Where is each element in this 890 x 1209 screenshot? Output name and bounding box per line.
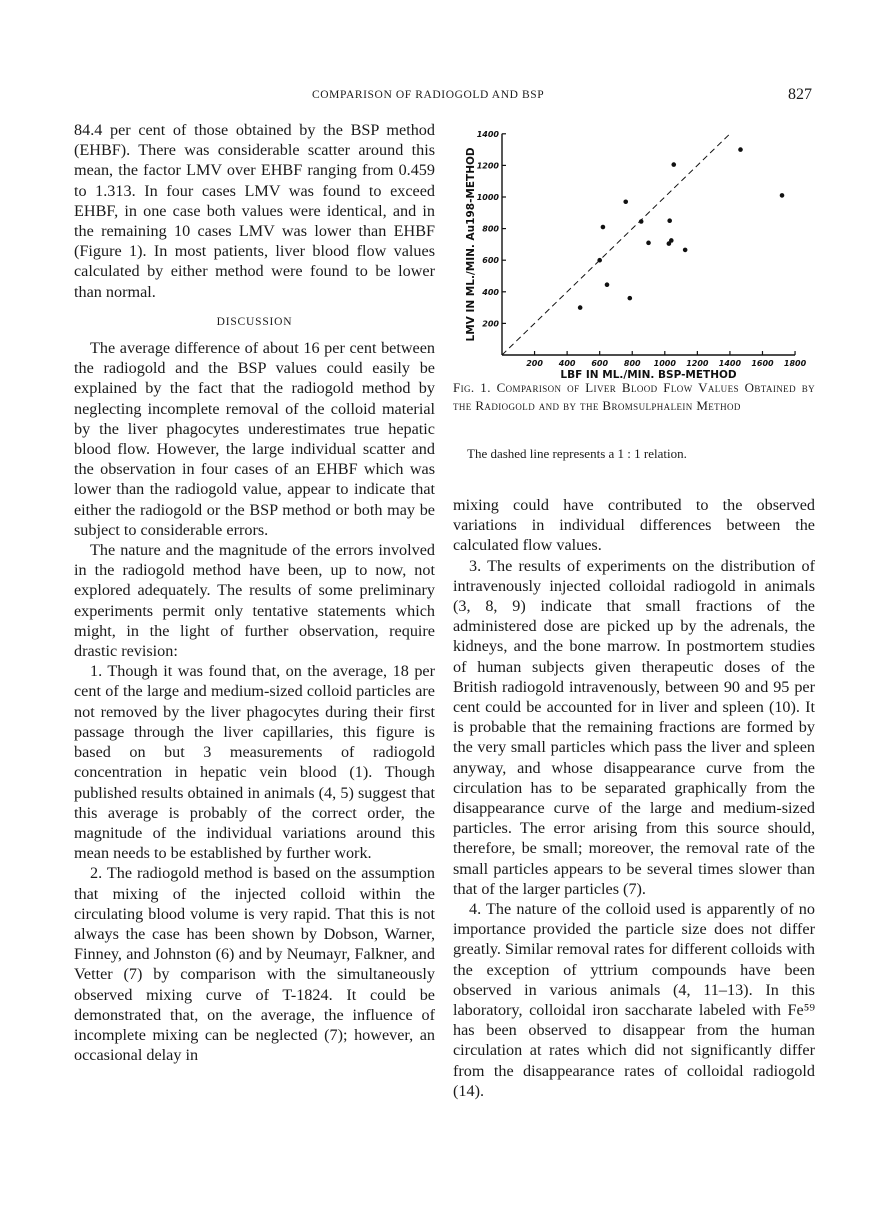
y-tick-label: 1200 [476, 161, 499, 171]
paragraph: mixing could have contributed to the observed variations in individual differences between the calculated flow values. [453, 496, 815, 555]
y-tick-label: 1400 [476, 129, 499, 139]
y-tick-label: 400 [482, 287, 499, 297]
data-point [683, 248, 688, 253]
data-point [671, 162, 676, 167]
x-tick-label: 400 [558, 359, 576, 368]
paragraph: 3. The results of experiments on the distribution of intravenously injected colloidal radiogold in animals (3, 8, 9) indicate that small fractions of the administered dose are picked up by the adrenals, the kidneys, and the bone marrow. In postmortem studies of human subjects given therapeutic doses of the British radiogold intravenously, between 90 and 95 per cent could be accounted for in liver and spleen (10). It is probable that the remaining fractions are formed by the very small particles which pass the liver and spleen anyway, and whose disappearance curve from the circulation has to be separated graphically from the disappearance curve of the large and medium-sized particles. The error arising from this source should, therefore, be small; moreover, the removal rate of the small particles appears to be several times slower than that of the larger particles (7). [453, 556, 815, 898]
y-tick-label: 600 [482, 256, 499, 266]
paragraph: 84.4 per cent of those obtained by the BSP method (EHBF). There was considerable scatter around this mean, the factor LMV over EHBF ranging from 0.459 to 1.313. In four cases LMV was found to exceed EHBF, in one case both values were identical, and in the remaining 10 cases LMV was lower than EHBF (Figure 1). In most patients, liver blood flow values calculated by either method were found to be lower than normal. [74, 121, 435, 301]
data-point [646, 241, 651, 246]
x-tick-label: 600 [591, 359, 609, 368]
data-point [627, 296, 632, 301]
y-axis-label: LMV IN ML./MIN. Au198-METHOD [465, 147, 477, 342]
data-point [780, 193, 785, 198]
right-column [453, 495, 815, 1101]
scatter-chart [455, 120, 815, 381]
data-point [597, 258, 602, 263]
reference-line [502, 134, 730, 355]
x-tick-label: 1200 [686, 359, 709, 368]
left-column [74, 120, 435, 1065]
paragraph: The nature and the magnitude of the errors involved in the radiogold method have been, up to now, not explored adequately. The results of some preliminary experiments permit only tentative statements which might, in the light of further observation, require drastic revision: [74, 541, 435, 661]
section-heading: DISCUSSION [216, 315, 293, 328]
x-axis-label: LBF IN ML./MIN. BSP-METHOD [560, 369, 737, 381]
figure-note: The dashed line represents a 1 : 1 relation. [467, 446, 687, 461]
data-point [605, 282, 610, 287]
running-title: COMPARISON OF RADIOGOLD AND BSP [312, 89, 545, 101]
y-tick-label: 1000 [476, 193, 499, 202]
paragraph: The average difference of about 16 per cent between the radiogold and the BSP values could easily be explained by the fact that the radiogold method by neglecting incomplete removal of the colloid material by the liver phagocytes underestimates true hepatic blood flow. However, the large individual scatter and the observation in four cases of an EHBF which was lower than the radiogold value, appear to indicate that either the radiogold or the BSP method or both may be subject to considerable errors. [74, 339, 435, 539]
x-tick-label: 1400 [718, 359, 742, 368]
x-tick-label: 800 [623, 359, 641, 368]
data-point [667, 218, 672, 223]
x-tick-label: 200 [526, 359, 543, 368]
paragraph: 4. The nature of the colloid used is apparently of no importance provided the particle size does not differ greatly. Similar removal rates for different colloids with the exception of yttrium compounds have been observed in various animals (4, 11–13). In this laboratory, colloidal iron saccharate labeled with Fe⁵⁹ has been observed to disappear from the human circulation at rates which did not significantly differ from the disappearance rates of colloidal radiogold (14). [453, 900, 815, 1100]
page-number: 827 [788, 86, 812, 103]
paragraph: 2. The radiogold method is based on the assumption that mixing of the injected colloid within the circulating blood volume is very rapid. That this is not always the case has been shown by Dobson, Warner, Finney, and Johnston (6) and by Neumayr, Falkner, and Vetter (7) by comparison with the simultaneously observed mixing curve of T-1824. It could be demonstrated that, on the average, the influence of incomplete mixing can be neglected (7); however, an occasional delay in [74, 864, 435, 1065]
figure-1 [455, 120, 815, 381]
paragraph: 1. Though it was found that, on the average, 18 per cent of the large and medium-sized colloid particles are not removed by the liver phagocytes during their first passage through the liver capillaries, this figure is based on but 3 measurements of radiogold concentration in hepatic vein blood (1). Though published results obtained in animals (4, 5) suggest that this average is probably of the correct order, the magnitude of the individual variations around this mean needs to be established by further work. [74, 662, 435, 863]
data-point [623, 199, 628, 204]
x-tick-label: 1600 [751, 359, 774, 368]
data-point [578, 305, 583, 310]
figure-caption: Fig. 1. Comparison of Liver Blood Flow Values Obtained by the Radiogold and by the Bromsulphalein Method [453, 380, 815, 413]
y-tick-label: 200 [482, 319, 499, 329]
data-point [601, 225, 606, 230]
x-tick-label: 1000 [653, 359, 676, 368]
y-tick-label: 800 [482, 224, 499, 234]
data-point [669, 238, 674, 243]
data-point [738, 147, 743, 152]
x-tick-label: 1800 [783, 359, 807, 368]
data-point [639, 219, 644, 224]
